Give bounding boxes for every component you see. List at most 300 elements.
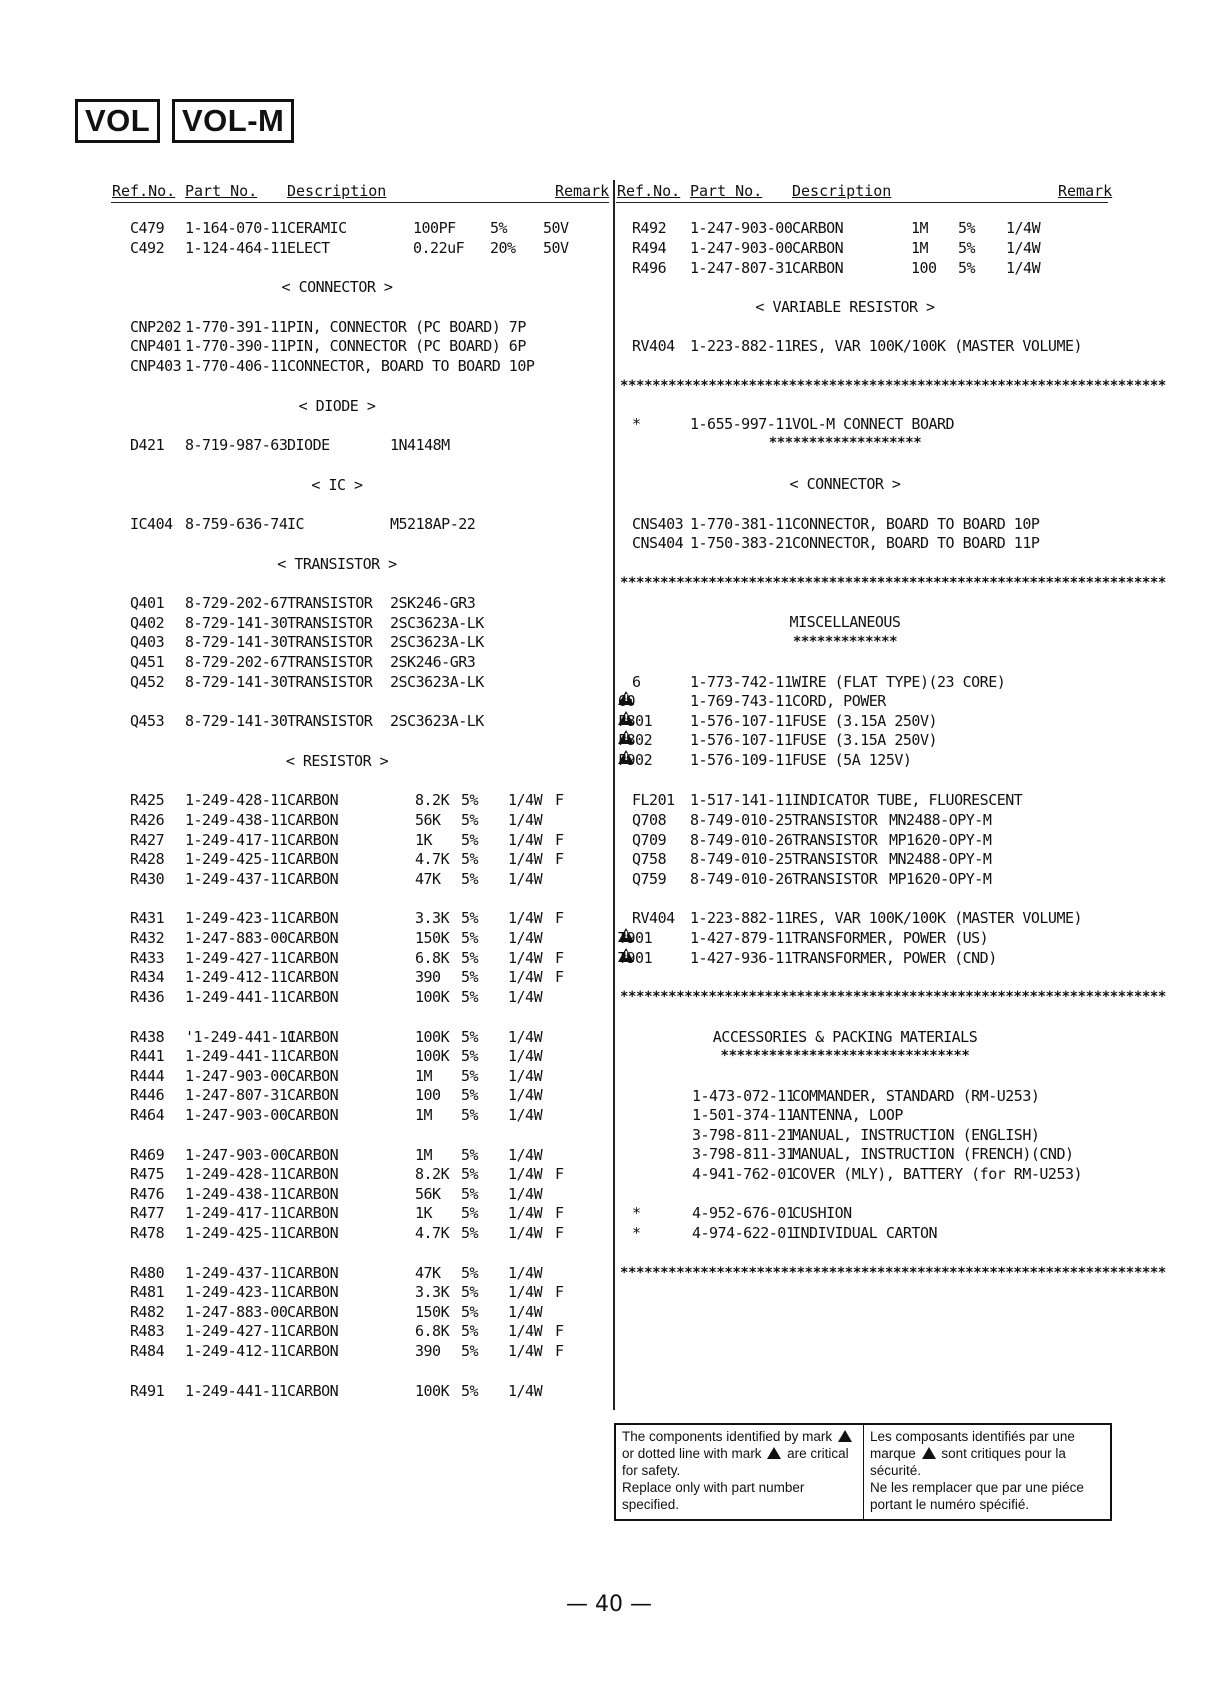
part-number: 8-729-141-30 [185, 712, 288, 730]
header-ref-right: Ref.No. [617, 182, 681, 200]
section-heading: < VARIABLE RESISTOR > [755, 298, 935, 316]
part-number: 1-576-107-11 [690, 731, 793, 749]
part-description: CARBON [287, 1165, 339, 1183]
part-number: 1-249-438-11 [185, 811, 288, 829]
part-remark: F [555, 909, 564, 927]
part-ref: R426 [130, 811, 165, 829]
part-description: TRANSISTOR [792, 870, 878, 888]
part-ref: ! T901 [618, 928, 652, 948]
part-number: 8-749-010-26 [690, 870, 793, 888]
part-row [0, 908, 1218, 928]
part-ref: CNS403 [632, 515, 684, 533]
part-ref: R441 [130, 1047, 165, 1065]
part-rating: 1/4W [508, 1067, 543, 1085]
part-rating: 1/4W [508, 1342, 543, 1360]
part-number: 8-749-010-25 [690, 850, 793, 868]
section-heading: < IC > [311, 476, 363, 494]
part-tolerance: 5% [958, 219, 976, 237]
part-number: 1-249-437-11 [185, 870, 288, 888]
part-ref: R432 [130, 929, 165, 947]
part-description: CARBON [287, 1028, 339, 1046]
part-number: 1-249-437-11 [185, 1264, 288, 1282]
part-number: 1-124-464-11 [185, 239, 288, 257]
part-ref: R483 [130, 1322, 165, 1340]
part-row [0, 1321, 1218, 1341]
part-tolerance: 5% [958, 259, 976, 277]
part-number: 8-749-010-26 [690, 831, 793, 849]
part-number: 1-769-743-11 [690, 692, 793, 710]
part-value: 2SC3623A-LK [390, 614, 484, 632]
part-tolerance: 5% [461, 1086, 479, 1104]
part-rating: 1/4W [508, 1185, 543, 1203]
part-ref: Q758 [632, 850, 667, 868]
part-row [0, 1105, 1218, 1125]
part-ref: Q453 [130, 712, 165, 730]
header-desc-right: Description [792, 182, 892, 200]
notice-fr-line1b: sont critiques pour la sécurité. [870, 1446, 1066, 1478]
part-description: FUSE (3.15A 250V) [792, 731, 938, 749]
part-description: TRANSISTOR [792, 831, 878, 849]
part-rating: 1/4W [508, 1204, 543, 1222]
part-number: 8-749-010-25 [690, 811, 793, 829]
warning-triangle-icon [618, 750, 634, 764]
part-rating: 1/4W [508, 1086, 543, 1104]
warning-triangle-icon [618, 928, 634, 942]
part-number: 1-249-425-11 [185, 1224, 288, 1242]
part-row [0, 218, 1218, 238]
part-description: TRANSFORMER, POWER (US) [792, 929, 989, 947]
part-description: CARBON [287, 1283, 339, 1301]
part-number: 1-427-936-11 [690, 949, 793, 967]
part-value: 2SC3623A-LK [390, 712, 484, 730]
part-description: PIN, CONNECTOR (PC BOARD) 6P [287, 337, 526, 355]
page-number: — 40 — [566, 1592, 652, 1617]
title-vol-m: VOL-M [172, 99, 294, 143]
part-rating: 1/4W [508, 929, 543, 947]
part-description: TRANSISTOR [287, 633, 373, 651]
part-rating: 1/4W [508, 1047, 543, 1065]
part-number: 4-974-622-01 [692, 1224, 795, 1242]
part-description: RES, VAR 100K/100K (MASTER VOLUME) [792, 909, 1083, 927]
part-description: DIODE [287, 436, 330, 454]
part-ref: * [632, 415, 641, 433]
part-tolerance: 5% [461, 1303, 479, 1321]
header-rule-right [616, 202, 1108, 203]
part-description: CORD, POWER [792, 692, 886, 710]
part-ref: 6 [632, 673, 641, 691]
part-value: 2SK246-GR3 [390, 653, 476, 671]
part-description: CARBON [287, 1086, 339, 1104]
part-description: CARBON [287, 850, 339, 868]
part-number: 8-729-141-30 [185, 673, 288, 691]
part-number: 1-576-109-11 [690, 751, 793, 769]
part-description: CARBON [287, 988, 339, 1006]
heading-underline-stars: ************* [792, 634, 898, 650]
part-row [0, 691, 1218, 711]
header-desc-left: Description [287, 182, 387, 200]
part-value: 47K [415, 870, 441, 888]
part-rating: 1/4W [508, 1106, 543, 1124]
part-description: PIN, CONNECTOR (PC BOARD) 7P [287, 318, 526, 336]
part-value: 0.22uF [413, 239, 465, 257]
part-row [0, 750, 1218, 770]
part-number: 1-249-425-11 [185, 850, 288, 868]
part-ref: RV404 [632, 337, 675, 355]
part-number: 1-164-070-11 [185, 219, 288, 237]
part-description: CARBON [287, 1067, 339, 1085]
part-rating: 1/4W [508, 909, 543, 927]
part-description: RES, VAR 100K/100K (MASTER VOLUME) [792, 337, 1083, 355]
part-description: MANUAL, INSTRUCTION (ENGLISH) [792, 1126, 1040, 1144]
part-ref: Q709 [632, 831, 667, 849]
part-ref: CNP403 [130, 357, 182, 375]
part-row [0, 1066, 1218, 1086]
part-row [0, 632, 1218, 652]
section-heading: < CONNECTOR > [789, 475, 901, 493]
section-heading: MISCELLANEOUS [789, 613, 901, 631]
part-number: 1-249-412-11 [185, 968, 288, 986]
part-description: CARBON [287, 791, 339, 809]
separator-stars: ******************************************************************** [620, 989, 1166, 1005]
part-number: 3-798-811-21 [692, 1126, 795, 1144]
part-number: 1-247-883-00 [185, 1303, 288, 1321]
part-description: IC [287, 515, 305, 533]
part-number: 1-249-423-11 [185, 909, 288, 927]
part-tolerance: 5% [461, 1342, 479, 1360]
part-ref: ! F902 [618, 750, 652, 770]
warning-triangle-icon [838, 1430, 852, 1442]
part-description: CONNECTOR, BOARD TO BOARD 11P [792, 534, 1040, 552]
part-ref: CNP401 [130, 337, 182, 355]
part-description: CARBON [287, 1185, 339, 1203]
part-row [0, 928, 1218, 948]
part-value: MP1620-OPY-M [889, 831, 992, 849]
part-description: INDICATOR TUBE, FLUORESCENT [792, 791, 1023, 809]
part-rating: 1/4W [508, 870, 543, 888]
part-description: CARBON [287, 968, 339, 986]
part-number: 4-941-762-01 [692, 1165, 795, 1183]
part-ref: CNS404 [632, 534, 684, 552]
part-row [0, 1125, 1218, 1145]
part-row [0, 711, 1218, 731]
header-remark-right: Remark [1058, 182, 1113, 200]
part-number: 1-473-072-11 [692, 1087, 795, 1105]
part-tolerance: 5% [461, 1165, 479, 1183]
part-rating: 1/4W [1006, 239, 1041, 257]
part-remark: F [555, 831, 564, 849]
part-description: CUSHION [792, 1204, 852, 1222]
part-description: TRANSISTOR [287, 653, 373, 671]
part-rating: 1/4W [508, 1382, 543, 1400]
part-description: CARBON [287, 1382, 339, 1400]
part-number: 1-770-381-11 [690, 515, 793, 533]
part-tolerance: 5% [461, 791, 479, 809]
part-number: 1-249-441-11 [185, 988, 288, 1006]
part-number: 8-729-141-30 [185, 614, 288, 632]
part-tolerance: 5% [461, 1264, 479, 1282]
part-ref: D421 [130, 436, 165, 454]
part-row [0, 1341, 1218, 1361]
part-row [0, 652, 1218, 672]
separator-stars: ******************************************************************** [620, 1265, 1166, 1281]
part-ref: R492 [632, 219, 667, 237]
part-number: 1-249-427-11 [185, 949, 288, 967]
notice-en-line1c: are critical for safety. [622, 1446, 849, 1478]
part-number: 1-249-428-11 [185, 1165, 288, 1183]
part-tolerance: 5% [461, 1382, 479, 1400]
part-row [0, 435, 1218, 455]
part-value: 1M [911, 239, 929, 257]
part-ref: Q402 [130, 614, 165, 632]
part-description: CARBON [287, 1224, 339, 1242]
part-ref: IC404 [130, 515, 173, 533]
part-rating: 1/4W [1006, 219, 1041, 237]
part-remark: F [555, 1224, 564, 1242]
part-description: CARBON [287, 1264, 339, 1282]
part-value: 4.7K [415, 1224, 450, 1242]
part-number: '1-249-441-11 [185, 1028, 296, 1046]
part-row [0, 830, 1218, 850]
part-number: 1-249-412-11 [185, 1342, 288, 1360]
part-ref: R482 [130, 1303, 165, 1321]
part-number: 1-247-903-00 [690, 219, 793, 237]
part-rating: 1/4W [508, 831, 543, 849]
part-description: TRANSISTOR [287, 594, 373, 612]
part-row [0, 1203, 1218, 1223]
part-number: 1-249-441-11 [185, 1047, 288, 1065]
part-rating: 1/4W [508, 850, 543, 868]
part-description: CERAMIC [287, 219, 347, 237]
part-description: TRANSISTOR [287, 712, 373, 730]
part-rating: 1/4W [508, 1028, 543, 1046]
part-number: 1-249-441-11 [185, 1382, 288, 1400]
notice-en-line1: The components identified by mark [622, 1429, 833, 1444]
part-value: 1M [415, 1106, 433, 1124]
part-description: CARBON [287, 1106, 339, 1124]
part-value: 6.8K [415, 1322, 450, 1340]
part-ref: C492 [130, 239, 165, 257]
part-value: 390 [415, 968, 441, 986]
part-description: CARBON [287, 1322, 339, 1340]
warning-triangle-icon [922, 1447, 936, 1459]
part-description: CARBON [287, 870, 339, 888]
part-ref: ! F802 [618, 730, 652, 750]
notice-fr-line1: Les composants identifiés par une marque [870, 1429, 1075, 1461]
part-value: 1N4148M [390, 436, 450, 454]
part-remark: F [555, 1342, 564, 1360]
part-number: 1-750-383-21 [690, 534, 793, 552]
part-description: CONNECTOR, BOARD TO BOARD 10P [287, 357, 535, 375]
notice-en-line1b: or dotted line with mark [622, 1446, 762, 1461]
header-part-right: Part No. [690, 182, 763, 200]
part-number: 1-249-417-11 [185, 831, 288, 849]
part-value: MN2488-OPY-M [889, 811, 992, 829]
part-number: 8-729-202-67 [185, 594, 288, 612]
part-value: 3.3K [415, 909, 450, 927]
part-number: 1-247-903-00 [690, 239, 793, 257]
header-ref-left: Ref.No. [112, 182, 176, 200]
part-description: FUSE (5A 125V) [792, 751, 912, 769]
part-ref: R431 [130, 909, 165, 927]
part-value: 100K [415, 1047, 450, 1065]
part-value: 100K [415, 1028, 450, 1046]
part-value: 56K [415, 811, 441, 829]
section-heading: < RESISTOR > [285, 752, 389, 770]
notice-fr-line2: Ne les remplacer que par une piéce portant le numéro spécifié. [870, 1480, 1084, 1512]
part-description: CARBON [287, 831, 339, 849]
part-row [0, 1027, 1218, 1047]
part-row [0, 1046, 1218, 1066]
part-description: CARBON [287, 909, 339, 927]
heading-underline-stars: ******************************* [720, 1048, 970, 1064]
part-rating: 1/4W [508, 1322, 543, 1340]
part-rating: 50V [543, 239, 569, 257]
part-number: 1-517-141-11 [690, 791, 793, 809]
part-remark: F [555, 1204, 564, 1222]
part-number: 8-729-141-30 [185, 633, 288, 651]
part-ref: R477 [130, 1204, 165, 1222]
heading-underline-stars: ******************* [768, 435, 922, 451]
part-ref: FL201 [632, 791, 675, 809]
warning-triangle-icon [618, 948, 634, 962]
part-description: TRANSISTOR [792, 850, 878, 868]
part-number: 8-729-202-67 [185, 653, 288, 671]
part-ref: R484 [130, 1342, 165, 1360]
title-vol: VOL [75, 99, 160, 143]
part-tolerance: 5% [461, 1204, 479, 1222]
part-ref: R438 [130, 1028, 165, 1046]
part-tolerance: 5% [461, 870, 479, 888]
part-ref: R428 [130, 850, 165, 868]
part-value: 150K [415, 929, 450, 947]
part-row [0, 1144, 1218, 1164]
part-ref: * [632, 1204, 641, 1222]
part-row [0, 533, 1218, 553]
part-description: CARBON [287, 929, 339, 947]
part-value: 100 [415, 1086, 441, 1104]
part-number: 1-247-807-31 [690, 259, 793, 277]
part-row [0, 238, 1218, 258]
part-remark: F [555, 791, 564, 809]
part-rating: 1/4W [508, 1165, 543, 1183]
part-ref: R433 [130, 949, 165, 967]
part-remark: F [555, 1322, 564, 1340]
part-row [0, 414, 1218, 434]
part-ref: R464 [130, 1106, 165, 1124]
part-row [0, 967, 1218, 987]
part-ref: R476 [130, 1185, 165, 1203]
part-tolerance: 5% [461, 850, 479, 868]
part-remark: F [555, 850, 564, 868]
part-row [0, 317, 1218, 337]
part-number: 1-247-903-00 [185, 1067, 288, 1085]
part-description: MANUAL, INSTRUCTION (FRENCH)(CND) [792, 1145, 1074, 1163]
part-row [0, 593, 1218, 613]
part-ref: Q759 [632, 870, 667, 888]
part-tolerance: 5% [461, 811, 479, 829]
part-ref: R430 [130, 870, 165, 888]
section-heading: ACCESSORIES & PACKING MATERIALS [712, 1028, 978, 1046]
part-value: MN2488-OPY-M [889, 850, 992, 868]
header-remark-left: Remark [555, 182, 610, 200]
part-description: TRANSISTOR [792, 811, 878, 829]
part-row [0, 1282, 1218, 1302]
header-rule-left [111, 202, 609, 203]
part-description: CARBON [287, 1047, 339, 1065]
part-rating: 1/4W [508, 988, 543, 1006]
part-tolerance: 20% [490, 239, 516, 257]
part-number: 1-247-903-00 [185, 1146, 288, 1164]
part-ref: R480 [130, 1264, 165, 1282]
part-ref: C479 [130, 219, 165, 237]
part-description: COMMANDER, STANDARD (RM-U253) [792, 1087, 1040, 1105]
notice-en-line2: Replace only with part number specified. [622, 1480, 805, 1512]
part-value: 1M [911, 219, 929, 237]
part-value: 100K [415, 1382, 450, 1400]
part-number: 1-770-390-11 [185, 337, 288, 355]
part-rating: 1/4W [1006, 259, 1041, 277]
part-description: VOL-M CONNECT BOARD [792, 415, 955, 433]
part-value: 3.3K [415, 1283, 450, 1301]
part-ref: R434 [130, 968, 165, 986]
part-row [0, 1164, 1218, 1184]
part-number: 8-759-636-74 [185, 515, 288, 533]
part-value: M5218AP-22 [390, 515, 476, 533]
part-ref: Q451 [130, 653, 165, 671]
part-tolerance: 5% [461, 1283, 479, 1301]
part-tolerance: 5% [461, 988, 479, 1006]
part-number: 1-223-882-11 [690, 337, 793, 355]
part-description: CARBON [287, 811, 339, 829]
part-row [0, 1302, 1218, 1322]
section-heading: < CONNECTOR > [281, 278, 393, 296]
part-row [0, 672, 1218, 692]
section-heading: < DIODE > [298, 397, 376, 415]
part-number: 1-427-879-11 [690, 929, 793, 947]
part-ref: Q403 [130, 633, 165, 651]
part-remark: F [555, 1283, 564, 1301]
part-rating: 1/4W [508, 1303, 543, 1321]
part-value: 1K [415, 1204, 433, 1222]
part-tolerance: 5% [461, 1322, 479, 1340]
part-ref: * [632, 1224, 641, 1242]
part-ref: R475 [130, 1165, 165, 1183]
part-value: 1M [415, 1067, 433, 1085]
separator-stars: ******************************************************************** [620, 575, 1166, 591]
part-number: 1-249-423-11 [185, 1283, 288, 1301]
part-rating: 1/4W [508, 1146, 543, 1164]
part-value: 6.8K [415, 949, 450, 967]
part-number: 1-223-882-11 [690, 909, 793, 927]
part-rating: 1/4W [508, 949, 543, 967]
header-part-left: Part No. [185, 182, 258, 200]
part-number: 8-719-987-63 [185, 436, 288, 454]
part-number: 1-501-374-11 [692, 1106, 795, 1124]
part-tolerance: 5% [461, 929, 479, 947]
part-number: 1-247-883-00 [185, 929, 288, 947]
part-row [0, 514, 1218, 534]
separator-stars: ******************************************************************** [620, 378, 1166, 394]
part-description: TRANSISTOR [287, 673, 373, 691]
part-row [0, 869, 1218, 889]
part-tolerance: 5% [461, 968, 479, 986]
part-row [0, 790, 1218, 810]
part-number: 1-655-997-11 [690, 415, 793, 433]
part-number: 1-770-391-11 [185, 318, 288, 336]
part-ref: RV404 [632, 909, 675, 927]
part-description: ELECT [287, 239, 330, 257]
part-description: CARBON [792, 239, 844, 257]
